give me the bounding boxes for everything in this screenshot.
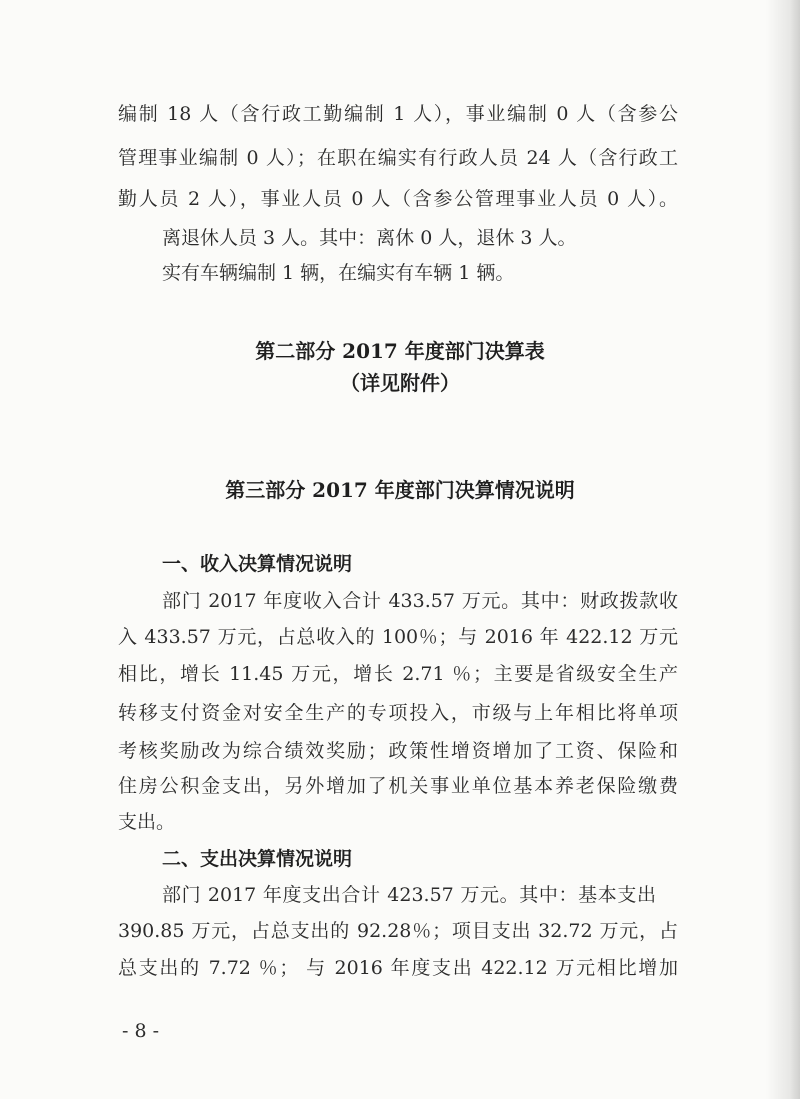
vehicles-line: 实有车辆编制 1 辆，在编实有车辆 1 辆。	[162, 262, 515, 284]
income-line-1: 部门 2017 年度收入合计 433.57 万元。其中：财政拨款收	[162, 590, 678, 612]
income-heading: 一、收入决算情况说明	[162, 553, 353, 575]
income-line-2: 入 433.57 万元，占总收入的 100％；与 2016 年 422.12 万元	[118, 626, 678, 648]
staffing-line-1: 编制 18 人（含行政工勤编制 1 人），事业编制 0 人（含参公	[118, 103, 678, 125]
income-line-5: 考核奖励改为综合绩效奖励；政策性增资增加了工资、保险和	[118, 740, 678, 762]
income-line-4: 转移支付资金对安全生产的专项投入，市级与上年相比将单项	[118, 702, 678, 724]
part2-subtitle: （详见附件）	[340, 371, 460, 395]
page-number: - 8 -	[122, 1020, 160, 1042]
expenditure-heading: 二、支出决算情况说明	[162, 848, 353, 870]
retirees-line: 离退休人员 3 人。其中：离休 0 人，退休 3 人。	[162, 227, 577, 249]
income-line-3: 相比，增长 11.45 万元，增长 2.71 ％；主要是省级安全生产	[118, 663, 678, 685]
expenditure-line-2: 390.85 万元，占总支出的 92.28％；项目支出 32.72 万元，占	[118, 920, 678, 942]
expenditure-line-3: 总支出的 7.72 ％； 与 2016 年度支出 422.12 万元相比增加	[118, 957, 678, 979]
scan-edge-shadow	[766, 0, 800, 1099]
income-line-7: 支出。	[118, 811, 176, 833]
part2-title: 第二部分 2017 年度部门决算表	[255, 339, 545, 363]
income-line-6: 住房公积金支出，另外增加了机关事业单位基本养老保险缴费	[118, 775, 678, 797]
expenditure-line-1: 部门 2017 年度支出合计 423.57 万元。其中：基本支出	[162, 884, 656, 906]
staffing-line-3: 勤人员 2 人），事业人员 0 人（含参公管理事业人员 0 人）。	[118, 188, 678, 210]
part3-title: 第三部分 2017 年度部门决算情况说明	[225, 478, 575, 502]
staffing-line-2: 管理事业编制 0 人）；在职在编实有行政人员 24 人（含行政工	[118, 147, 678, 169]
